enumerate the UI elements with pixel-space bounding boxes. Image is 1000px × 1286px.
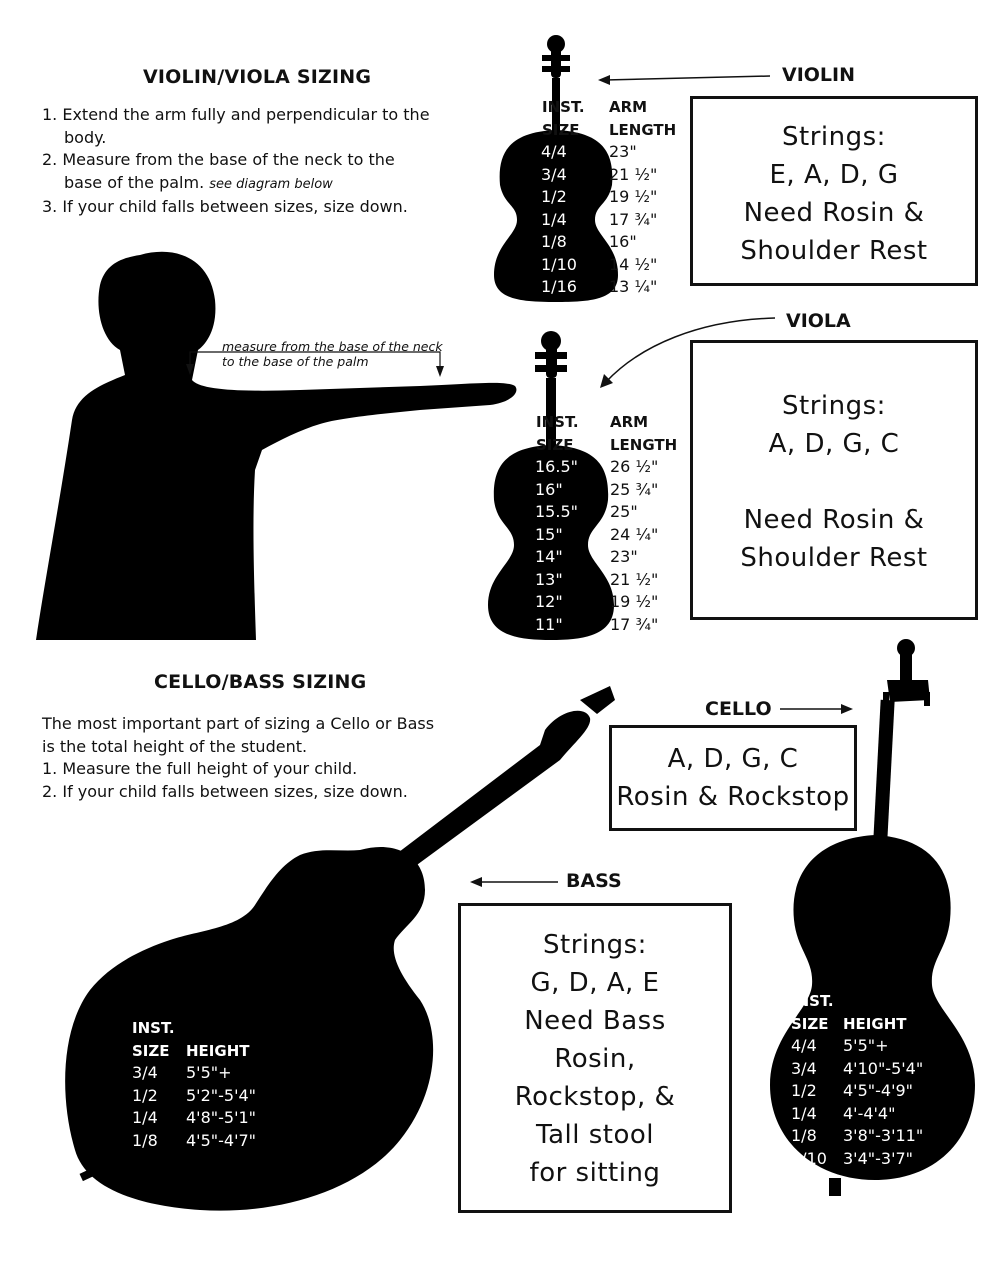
bass-row: 1/8 4'5"-4'7" [132, 1130, 257, 1150]
step-2-note: see diagram below [209, 176, 333, 192]
bass-row: 1/4 4'8"-5'1" [132, 1108, 257, 1127]
step-1-cont: body. [64, 127, 107, 147]
arm-measure-note: measure from the base of the neck to the base of the palm [222, 339, 443, 369]
violin-size-col [541, 141, 609, 299]
viola-label: VIOLA [786, 310, 851, 332]
violin-label: VIOLIN [782, 64, 856, 86]
step-3: 3. If your child falls between sizes, size down. [42, 197, 408, 216]
cello-row: 1/4 4'-4'4" [791, 1103, 896, 1123]
violin-length: 23" [609, 142, 637, 161]
viola-length: 25" [610, 502, 638, 521]
violin-length-col [609, 141, 657, 299]
viola-size: 11" [535, 614, 563, 634]
violin-size-head: INST. SIZE [542, 98, 585, 139]
violin-length-head: ARM LENGTH [609, 98, 677, 139]
violin-size: 1/2 [541, 187, 567, 206]
bass-strings-box: Strings: G, D, A, E Need Bass Rosin, Rockstop, & Tall stool for sitting [458, 903, 732, 1213]
viola-size: 13" [535, 569, 563, 589]
cello-bass-steps: The most important part of sizing a Cello or Bass is the total height of the student. 1. Measure the full height of your child. 2. If your child falls between sizes, size down. [42, 714, 435, 801]
cello-row: 3/4 4'10"-5'4" [791, 1058, 924, 1078]
viola-size: 15" [535, 524, 563, 544]
violin-length: 14 ½" [609, 254, 658, 274]
step-2: 2. Measure from the base of the neck to the [42, 150, 395, 169]
viola-length: 17 ¾" [610, 614, 659, 634]
violin-size: 4/4 [541, 142, 567, 161]
violin-length: 21 ½" [609, 164, 658, 184]
cello-row: 1/2 4'5"-4'9" [791, 1081, 914, 1100]
cello-row: 1/8 3'8"-3'11" [791, 1126, 924, 1145]
viola-size: 16.5" [535, 457, 578, 476]
viola-length-head: ARM LENGTH [610, 413, 678, 454]
violin-length: 17 ¾" [609, 209, 658, 229]
viola-strings-box: Strings: A, D, G, C Need Rosin & Shoulder Rest [690, 340, 978, 620]
viola-length: 26 ½" [610, 457, 659, 476]
cello-row: 1/10 3'4"-3'7" [791, 1148, 914, 1168]
cello-row: 4/4 5'5"+ [791, 1036, 889, 1055]
bass-row: 1/2 5'2"-5'4" [132, 1085, 257, 1105]
cello-bass-title: CELLO/BASS SIZING [154, 671, 367, 693]
violin-viola-title: VIOLIN/VIOLA SIZING [143, 66, 372, 88]
cello-label: CELLO [705, 698, 772, 720]
bass-size-table: INST. SIZE HEIGHT 3/4 5'5"+ 1/2 5'2"-5'4" 1/4 4'8"-5'1" 1/8 4'5"-4'7" [132, 1017, 256, 1152]
viola-size: 12" [535, 592, 563, 611]
violin-length: 16" [609, 232, 637, 251]
violin-length: 19 ½" [609, 187, 658, 206]
violin-strings-box: Strings: E, A, D, G Need Rosin & Shoulder Rest [690, 96, 978, 286]
viola-size-head: INST. SIZE [536, 413, 579, 454]
viola-length-col [610, 456, 658, 636]
violin-size: 1/16 [541, 277, 577, 296]
viola-length: 19 ½" [610, 592, 659, 611]
violin-size: 1/8 [541, 232, 567, 251]
violin-size: 1/4 [541, 209, 567, 229]
violin-size: 1/10 [541, 254, 577, 274]
viola-length: 23" [610, 547, 638, 566]
bass-row: 3/4 5'5"+ [132, 1063, 232, 1082]
violin-length: 13 ¼" [609, 277, 658, 296]
step-2-cont: base of the palm. see diagram below [64, 172, 333, 192]
viola-size: 16" [535, 479, 563, 499]
violin-size: 3/4 [541, 164, 567, 184]
viola-size: 14" [535, 547, 563, 566]
violin-viola-steps [42, 104, 502, 219]
bass-label: BASS [566, 870, 622, 892]
viola-length: 24 ¼" [610, 524, 659, 544]
viola-size: 15.5" [535, 502, 578, 521]
child-silhouette [36, 252, 516, 640]
cello-strings-box: A, D, G, C Rosin & Rockstop [609, 725, 857, 831]
viola-length: 25 ¾" [610, 479, 659, 499]
step-1: 1. Extend the arm fully and perpendicular to the [42, 105, 430, 124]
cello-size-table: INST. SIZE HEIGHT 4/4 5'5"+ 3/4 4'10"-5'4" 1/2 4'5"-4'9" 1/4 4'-4'4" 1/8 3'8"-3'11" 1/10 3'4"-3'7" [791, 990, 923, 1170]
viola-length: 21 ½" [610, 569, 659, 589]
viola-size-col [535, 456, 605, 636]
